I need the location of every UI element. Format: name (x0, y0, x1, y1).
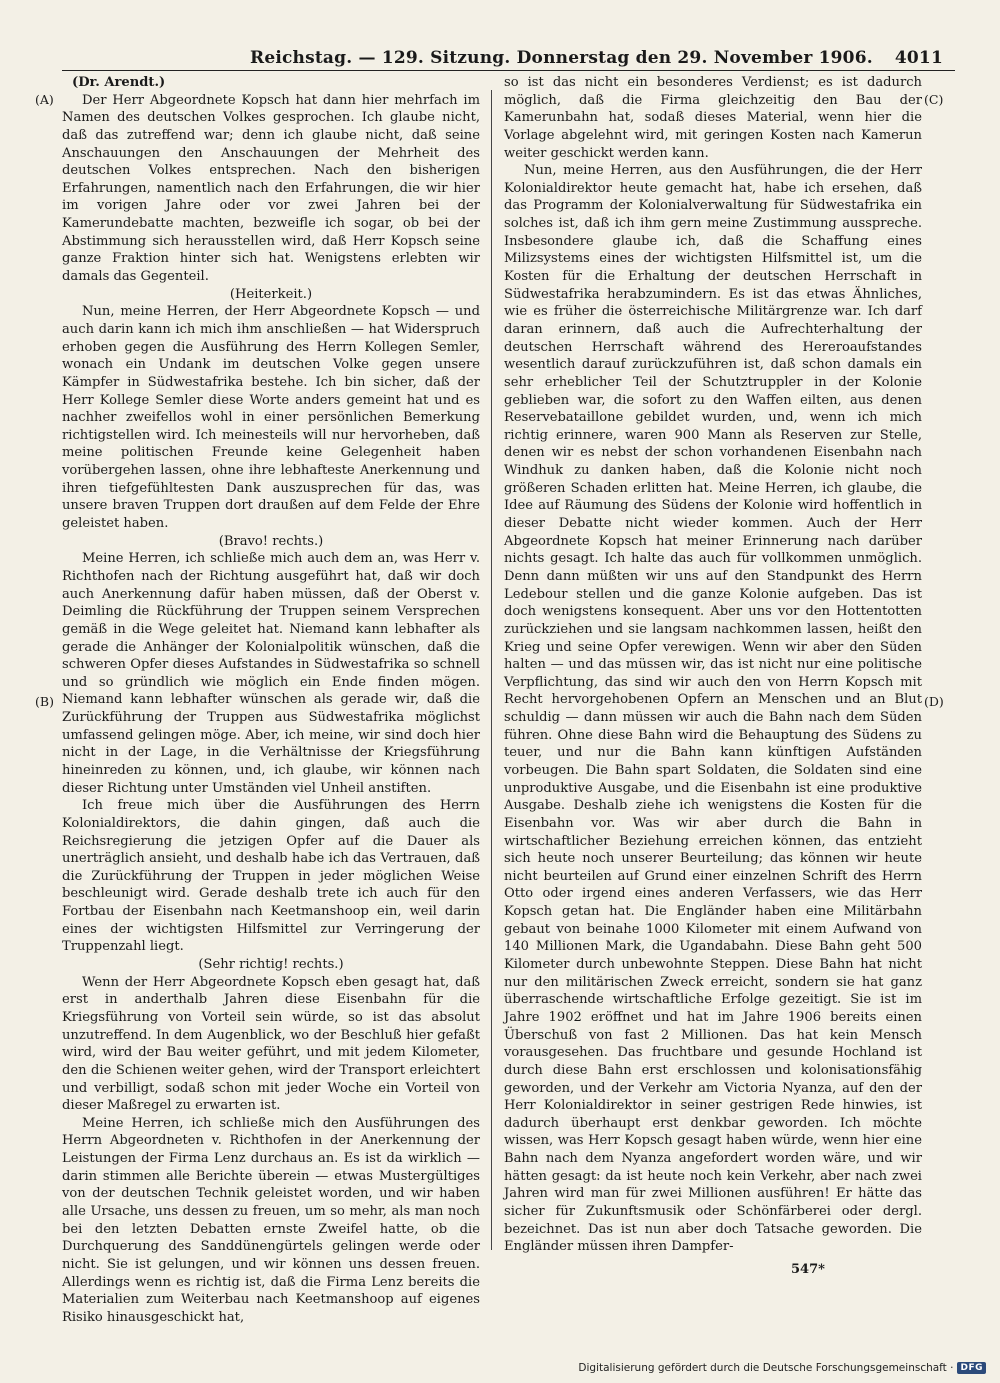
digitization-footer (578, 1359, 986, 1377)
signature-mark: 547* (791, 1262, 825, 1277)
paragraph: Nun, meine Herren, der Herr Abgeordnete Kopsch — und auch darin kann ich mich ihm anschließen — hat Widerspruch erhoben gegen die Ausführung des Herrn Kollegen Semler, wonach ein Undank im deutschen Volke gegen unsere Kämpfer in Südwestafrika bestehe. Ich bin sicher, daß der Herr Kollege Semler diese Worte anders gemeint hat und es nachher zweifellos wohl in einer persönlichen Bemerkung richtigstellen wird. Ich meinesteils will nur hervorheben, daß meine politischen Freunde keine Gelegenheit haben vorübergehen lassen, ohne ihre lebhafteste Anerkennung und ihren tiefgefühltesten Dank auszusprechen für das, was unsere braven Truppen dort draußen auf dem Felde der Ehre geleistet haben. (62, 304, 480, 532)
margin-marker-a: (A) (35, 92, 54, 107)
paragraph: Nun, meine Herren, aus den Ausführungen, die der Herr Kolonialdirektor heute gemacht hat, habe ich ersehen, daß das Programm der Kolonialverwaltung für Südwestafrika ein solches ist, daß ich ihm gern meine Zustimmung ausspreche. Insbesondere glaube ich, daß die Schaffung eines Milizsystems eines der wichtigsten Hilfsmittel ist, um die Kosten für die Erhaltung der deutschen Herrschaft in Südwestafrika herabzumindern. Es ist das etwas Ähnliches, wie es früher die österreichische Militärgrenze war. Ich darf daran erinnern, daß auch die Aufrechterhaltung der deutschen Herrschaft während des Hereroaufstandes wesentlich darauf zurückzuführen ist, daß schon damals ein sehr erheblicher Teil der Schutztruppler in der Kolonie geblieben war, die sofort zu den Waffen eilten, aus denen Reservebataillone gebildet wurden, und, wenn ich mich richtig erinnere, waren 900 Mann als Reserven zur Stelle, denen wir es nebst der schon vorhandenen Eisenbahn nach Windhuk zu danken haben, daß die Kolonie nicht noch größeren Schaden erlitten hat. Meine Herren, ich glaube, die Idee auf Räumung des Südens der Kolonie wird hoffentlich in dieser Debatte nicht wieder kommen. Auch der Herr Abgeordnete Kopsch hat meiner Erinnerung nach darüber nichts gesagt. Ich halte das auch für vollkommen unmöglich. Denn dann müßten wir uns auf den Standpunkt des Herrn Ledebour stellen und die ganze Kolonie aufgeben. Das ist doch wenigstens konsequent. Aber uns vor den Hottentotten zurückziehen und sie langsam nachkommen lassen, heißt den Krieg und seine Opfer verewigen. Wenn wir aber den Süden halten — und das müssen wir, das ist nicht nur eine politische Verpflichtung, das sind wir auch den von Herrn Kopsch mit Recht hervorgehobenen Opfern an Menschen und an Blut schuldig — dann müssen wir auch die Bahn nach dem Süden führen. Ohne diese Bahn wird die Behauptung des Südens zu teuer, und nur die Bahn kann künftigen Aufständen vorbeugen. Die Bahn spart Soldaten, die Soldaten sind eine unproduktive Ausgabe, und die Eisenbahn ist eine produktive Ausgabe. Deshalb ziehe ich wenigstens die Kosten für die Eisenbahn vor. Was wir aber durch die Bahn in wirtschaftlicher Beziehung erreichen können, das entzieht sich heute noch unserer Beurteilung; das können wir heute nicht beurteilen auf Grund einer einzelnen Schrift des Herrn Otto oder irgend eines anderen Verfassers, wie das Herr Kopsch getan hat. Die Engländer haben eine Militärbahn gebaut von beinahe 1000 Kilometer mit einem Aufwand von 140 Millionen Mark, die Ugandabahn. Diese Bahn geht 500 Kilometer durch unbewohnte Steppen. Diese Bahn hat nicht nur den militärischen Zweck erreicht, sondern sie hat ganz überraschende wirtschaftliche Erfolge gezeitigt. Sie ist im Jahre 1902 eröffnet und hat im Jahre 1906 bereits einen Überschuß von fast 2 Millionen. Das hat kein Mensch vorausgesehen. Das fruchtbare und gesunde Hochland ist durch diese Bahn erst erschlossen und kolonisationsfähig geworden, und der Verkehr am Victoria Nyanza, auf den der Herr Kolonialdirektor in seiner gestrigen Rede hinwies, ist dadurch überhaupt erst denkbar geworden. Ich möchte wissen, was Herr Kopsch gesagt haben würde, wenn hier eine Bahn nach dem Nyanza angefordert worden wäre, und wir hätten gesagt: da ist heute noch kein Verkehr, aber nach zwei Jahren wird man für zwei Millionen ausführen! Er hätte das sicher für Zukunftsmusik oder Schönfärberei oder dergl. bezeichnet. Das ist nun aber doch Tatsache geworden. Die Engländer müssen ihren Dampfer- (504, 163, 922, 1255)
interjection: (Heiterkeit.) (229, 286, 313, 302)
footer-text: Digitalisierung gefördert durch die Deutsche Forschungsgemeinschaft · (578, 1362, 954, 1374)
margin-marker-b: (B) (35, 694, 54, 709)
header-rule (62, 70, 955, 71)
right-column (504, 74, 922, 1256)
paragraph: Meine Herren, ich schließe mich den Ausführungen des Herrn Abgeordneten v. Richthofen in der Anerkennung der Leistungen der Firma Lenz durchaus an. Es ist da wirklich — darin stimmen alle Berichte überein — etwas Mustergültiges von der deutschen Technik geleistet worden, und wir haben alle Ursache, uns dessen zu freuen, um so mehr, als man noch bei den letzten Debatten ernste Zweifel hatte, ob die Durchquerung des Sanddünengürtels gelingen werde oder nicht. Sie ist gelungen, und wir können uns dessen freuen. Allerdings wenn es richtig ist, daß die Firma Lenz bereits die Materialien zum Weiterbau nach Keetmanshoop auf eigenes Risiko hinausgeschickt hat, (62, 1115, 480, 1325)
page-header (60, 46, 955, 70)
page-number: 4011 (894, 48, 943, 68)
paragraph: so ist das nicht ein besonderes Verdienst; es ist dadurch möglich, daß die Firma gleichzeitig den Bau der Kamerunbahn hat, sodaß dieses Material, wenn hier die Vorlage abgelehnt wird, mit geringen Kosten nach Kamerun weiter geschickt werden kann. (504, 75, 922, 161)
margin-marker-d: (D) (924, 694, 944, 709)
running-title: Reichstag. — 129. Sitzung. Donnerstag den 29. November 1906. (250, 48, 873, 68)
paragraph: Meine Herren, ich schließe mich auch dem an, was Herr v. Richthofen nach der Richtung ausgeführt hat, daß wir doch auch Anerkennung dafür haben müssen, daß der Oberst v. Deimling die Rückführung der Truppen seinem Versprechen gemäß in die Wege geleitet hat. Niemand kann lebhafter als gerade die Anhänger der Kolonialpolitik wünschen, daß die schweren Opfer dieses Aufstandes in Südwestafrika so schnell und so gründlich wie möglich ein Ende finden mögen. Niemand kann lebhafter wünschen als gerade wir, daß die Zurückführung der Truppen aus Südwestafrika möglichst umfassend gelingen möge. Aber, ich meine, wir sind doch hier nicht in der Lage, in die Verhältnisse der Kriegsführung hineinreden zu können, und, ich glaube, wir können nach dieser Richtung unter Umständen viel Unheil anstiften. (62, 551, 480, 796)
margin-marker-c: (C) (924, 92, 944, 107)
paragraph: Wenn der Herr Abgeordnete Kopsch eben gesagt hat, daß erst in anderthalb Jahren diese Eisenbahn für die Kriegsführung von Vorteil sein würde, so ist das absolut unzutreffend. In dem Augenblick, wo der Beschluß hier gefaßt wird, wird der Bau weiter geführt, und mit jedem Kilometer, den die Schienen weiter gehen, wird der Transport erleichtert und verbilligt, sodaß schon mit jeder Woche ein Vorteil von dieser Maßregel zu erwarten ist. (62, 974, 480, 1114)
paragraph: Der Herr Abgeordnete Kopsch hat dann hier mehrfach im Namen des deutschen Volkes gesprochen. Ich glaube nicht, daß das zutreffend war; denn ich glaube nicht, daß seine Anschauungen den Anschauungen der Mehrheit des deutschen Volkes entsprechen. Nach den bisherigen Erfahrungen, namentlich nach den Erfahrungen, die wir hier im vorigen Jahre oder vor zwei Jahren bei der Kamerundebatte machten, bezweifle ich sogar, ob bei der Abstimmung sich herausstellen wird, daß Herr Kopsch seine ganze Fraktion hinter sich hat. Wenigstens erlebten wir damals das Gegenteil. (62, 92, 480, 285)
paragraph: Ich freue mich über die Ausführungen des Herrn Kolonialdirektors, die dahin gingen, daß auch die Reichsregierung die jetzigen Opfer auf die Dauer als unerträglich ansieht, und deshalb habe ich das Vertrauen, daß die Zurückführung der Truppen in jeder möglichen Weise beschleunigt wird. Gerade deshalb trete ich auch für den Fortbau der Eisenbahn nach Keetmanshoop ein, weil darin eines der wichtigsten Hilfsmittel zur Verringerung der Truppenzahl liegt. (62, 798, 480, 955)
left-column (62, 74, 480, 1326)
interjection: (Bravo! rechts.) (218, 533, 324, 549)
dfg-logo-icon: DFG (957, 1362, 986, 1374)
speaker-label: (Dr. Arendt.) (72, 75, 166, 90)
column-divider (491, 90, 492, 1250)
interjection: (Sehr richtig! rechts.) (198, 957, 344, 973)
